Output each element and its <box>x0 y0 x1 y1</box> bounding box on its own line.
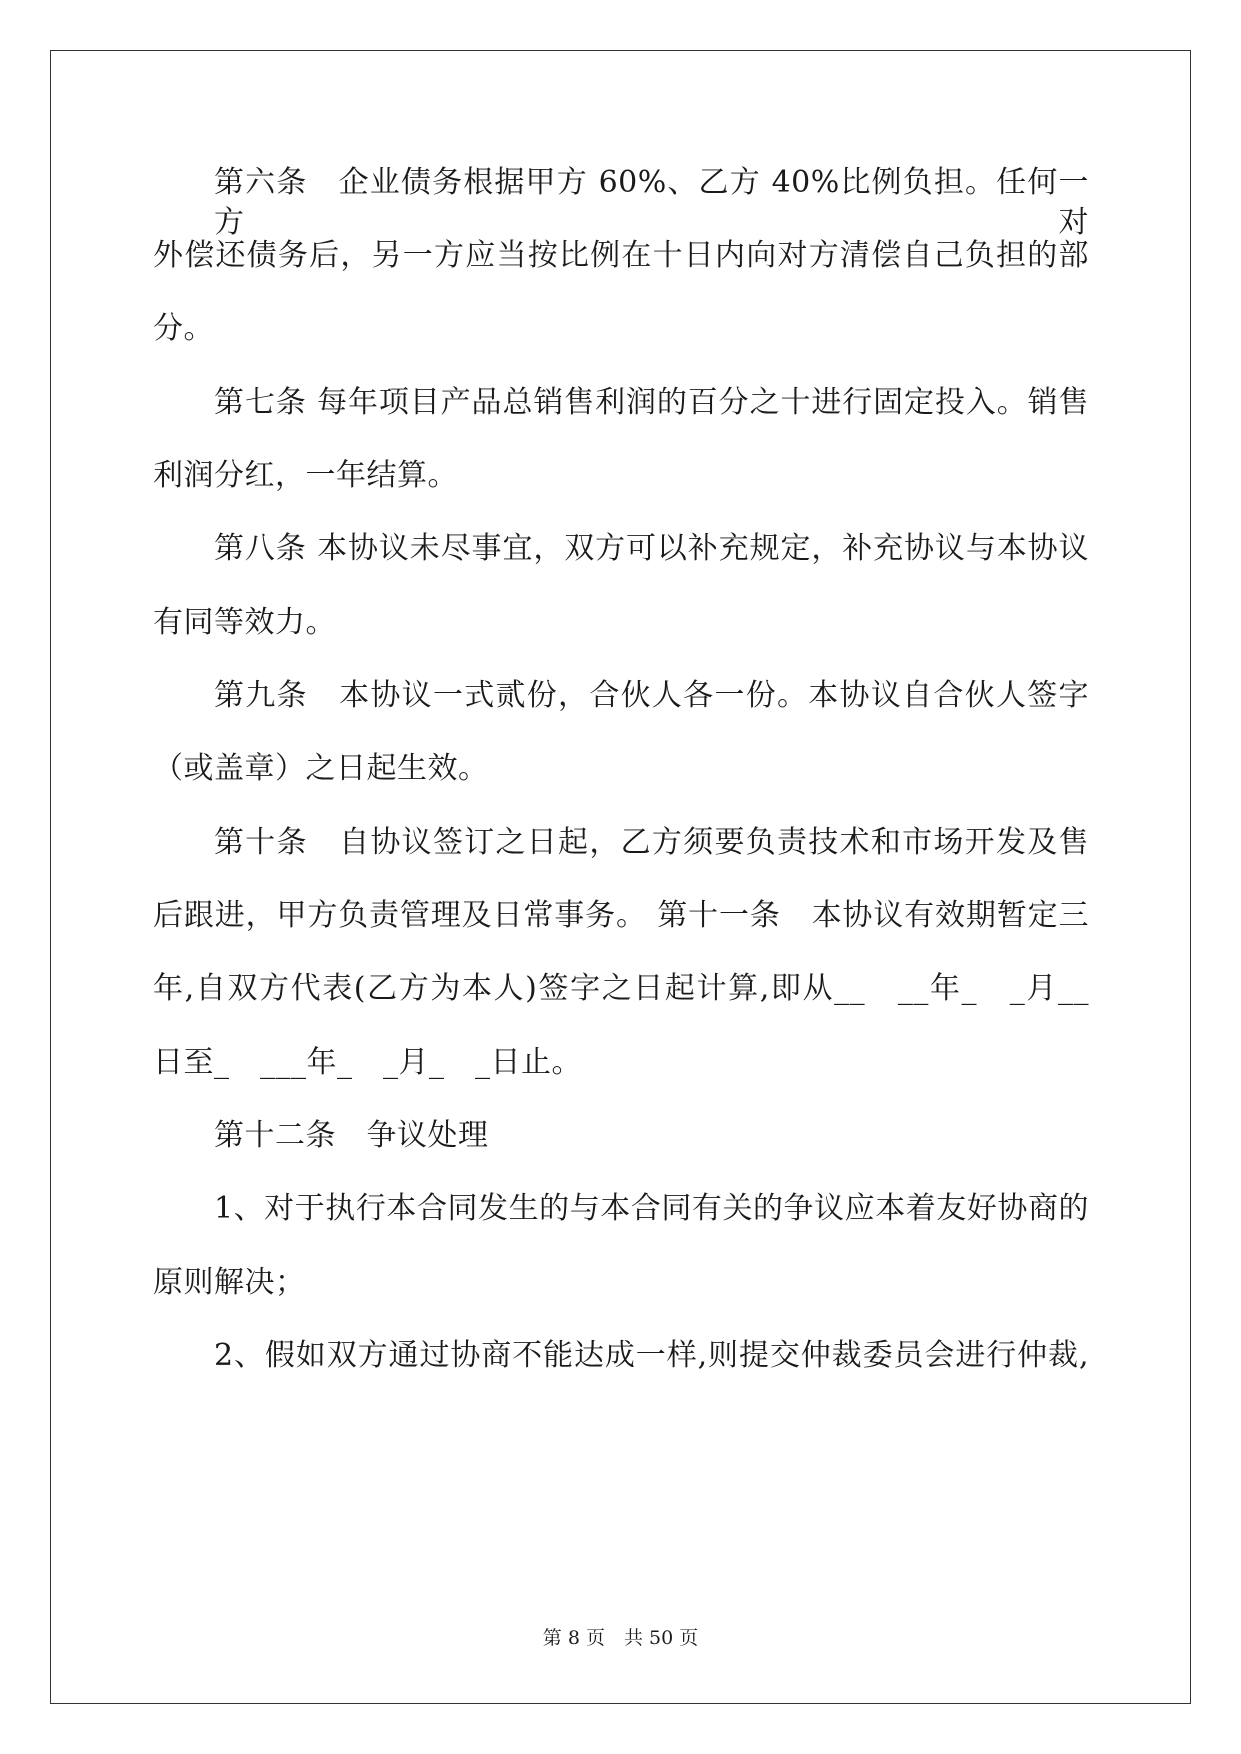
text-line: 有同等效力。 <box>153 605 336 640</box>
text-line: 第八条 本协议未尽事宜，双方可以补充规定，补充协议与本协议 <box>214 531 1089 566</box>
text-line: 第七条 每年项目产品总销售利润的百分之十进行固定投入。销售 <box>214 385 1089 420</box>
page-border <box>50 50 1191 1704</box>
text-line: 后跟进，甲方负责管理及日常事务。 第十一条 本协议有效期暂定三 <box>153 898 1089 933</box>
text-line: 日至_ ___年_ _月_ _日止。 <box>153 1045 582 1080</box>
text-line: 利润分红，一年结算。 <box>153 458 458 493</box>
page-number-label: 第 8 页 共 50 页 <box>542 1627 699 1649</box>
text-line: 第十二条 争议处理 <box>214 1118 489 1153</box>
text-line: 分。 <box>153 311 214 346</box>
page-footer <box>0 1626 1241 1650</box>
text-line: 第十条 自协议签订之日起，乙方须要负责技术和市场开发及售 <box>214 825 1089 860</box>
text-line: 1、对于执行本合同发生的与本合同有关的争议应本着友好协商的 <box>214 1191 1089 1226</box>
text-line: 年,自双方代表(乙方为本人)签字之日起计算,即从__ __年_ _月__ <box>153 971 1089 1006</box>
text-line: 2、假如双方通过协商不能达成一样,则提交仲裁委员会进行仲裁, <box>214 1338 1089 1373</box>
text-line: 外偿还债务后，另一方应当按比例在十日内向对方清偿自己负担的部 <box>153 238 1089 273</box>
text-line: （或盖章）之日起生效。 <box>153 751 489 786</box>
text-line: 原则解决； <box>153 1265 306 1300</box>
text-line: 第九条 本协议一式贰份，合伙人各一份。本协议自合伙人签字 <box>214 678 1089 713</box>
text-line: 第六条 企业债务根据甲方 60%、乙方 40%比例负担。任何一方对 <box>214 165 1089 240</box>
